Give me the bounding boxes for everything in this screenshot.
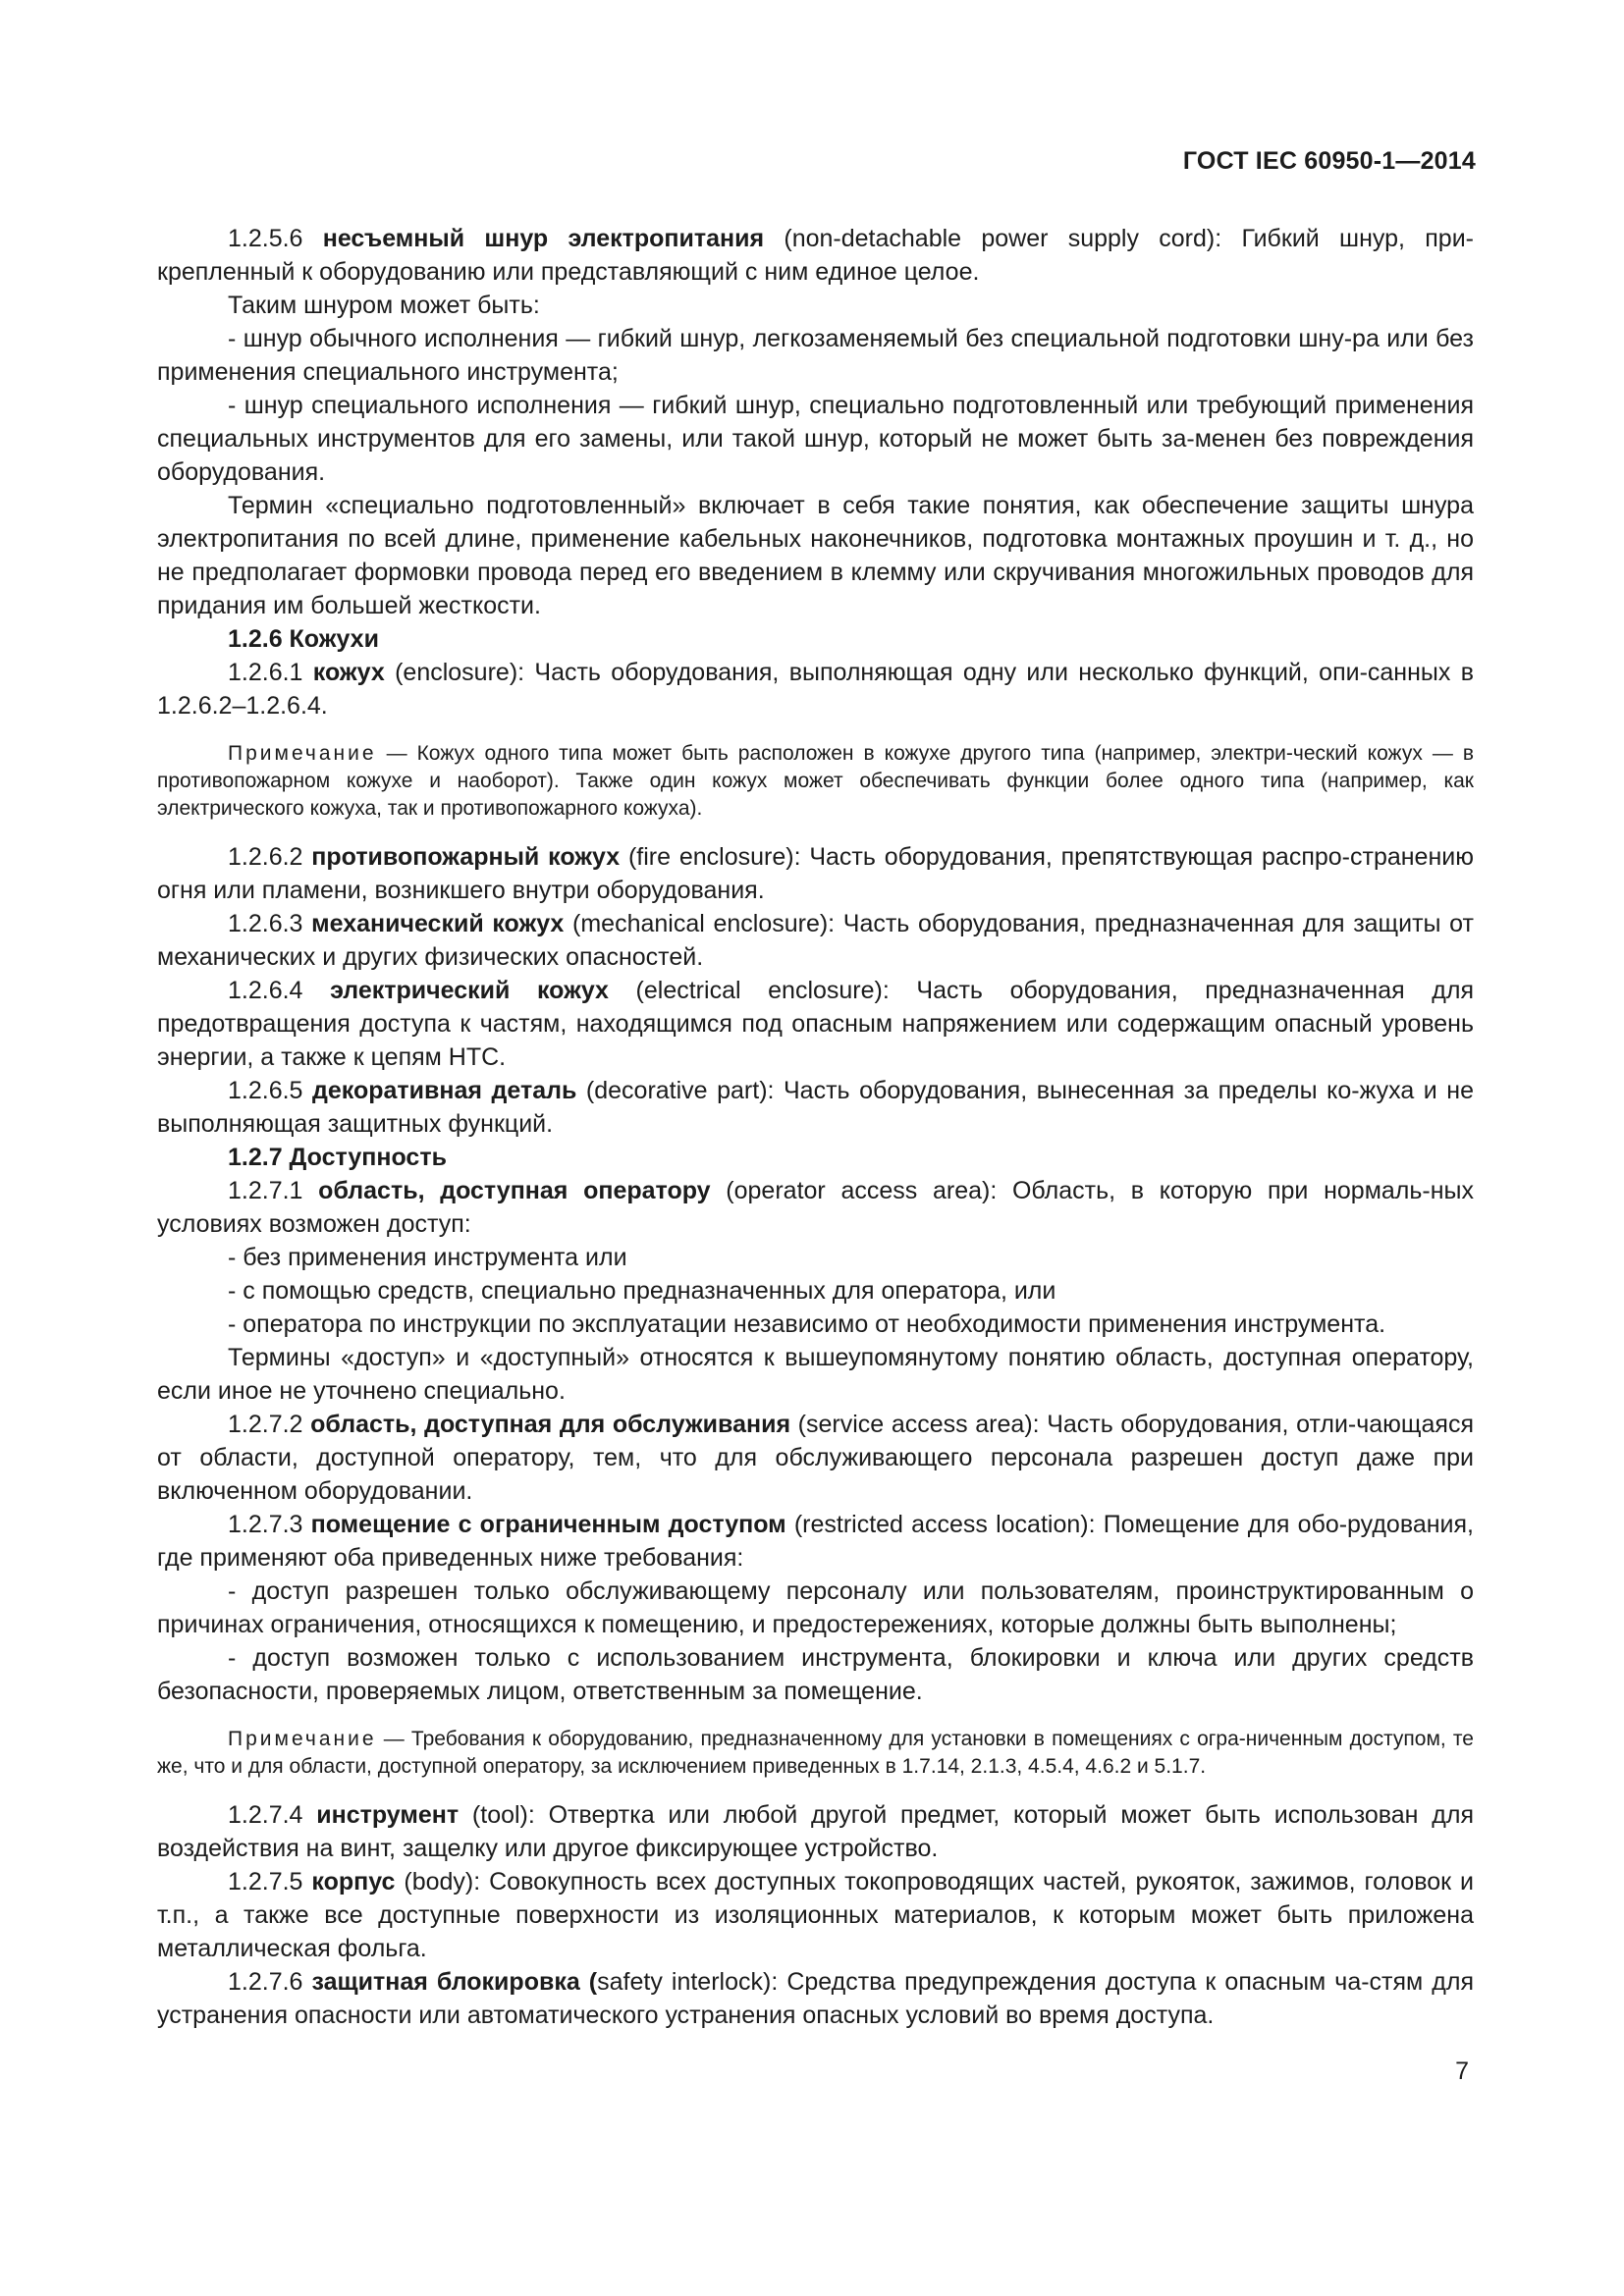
- definition: (restricted access location): Помещение для обо-рудования, где применяют оба приведенных ниже требования:: [157, 1511, 1474, 1572]
- term: декоративная деталь: [312, 1077, 577, 1104]
- page-number: 7: [1455, 2057, 1469, 2085]
- list-item: - с помощью средств, специально предназначенных для оператора, или: [228, 1277, 1056, 1305]
- list-item: - без применения инструмента или: [228, 1244, 627, 1271]
- term: корпус: [311, 1868, 396, 1896]
- paragraph: Термин «специально подготовленный» включает в себя такие понятия, как обеспечение защиты шнура электропитания по всей длине, применение кабельных наконечников, подготовка монтажных проушин и т. д., но не предполагает формовки провода перед его введением в клемму или скручивания многожильных проводов для придания им большей жесткости.: [157, 492, 1474, 619]
- term: кожух: [312, 659, 385, 686]
- definition: (body): Совокупность всех доступных токопроводящих частей, рукояток, зажимов, головок и т.п., а также все доступные поверхности из изоляционных материалов, к которым может быть приложена металлическая фольга.: [157, 1868, 1474, 1962]
- term: механический кожух: [311, 910, 565, 937]
- term: область, доступная оператору: [318, 1177, 711, 1204]
- list-item: - доступ разрешен только обслуживающему персоналу или пользователям, проинструктированным о причинах ограничения, относящихся к помещению, и предостережениях, которые должны быть выполнены;: [157, 1577, 1474, 1638]
- clause-number: 1.2.7.6: [228, 1968, 303, 1996]
- definition: (non-detachable power supply cord): Гибкий шнур, при-крепленный к оборудованию или представляющий с ним единое целое.: [157, 225, 1474, 286]
- clause-number: 1.2.7.4: [228, 1801, 303, 1829]
- definition: (mechanical enclosure): Часть оборудования, предназначенная для защиты от механических и других физических опасностей.: [157, 910, 1474, 971]
- clause-number: 1.2.6.3: [228, 910, 303, 937]
- definition: (enclosure): Часть оборудования, выполняющая одну или несколько функций, опи-санных в 1.2.6.2–1.2.6.4.: [157, 659, 1475, 720]
- clause-1-2-7-5: [157, 1865, 1474, 1965]
- note-label: Примечание: [228, 742, 377, 765]
- paragraph: Термины «доступ» и «доступный» относятся к вышеупомянутому понятию область, доступная оператору, если иное не уточнено специально.: [157, 1344, 1474, 1405]
- list-item: - доступ возможен только с использованием инструмента, блокировки и ключа или других средств безопасности, проверяемых лицом, ответственным за помещение.: [157, 1644, 1474, 1705]
- term: защитная блокировка (: [311, 1968, 598, 1996]
- note-1: [157, 740, 1474, 823]
- note-label: Примечание: [228, 1728, 377, 1750]
- clause-number: 1.2.5.6: [228, 225, 303, 252]
- clause-number: 1.2.6.5: [228, 1077, 303, 1104]
- term: инструмент: [316, 1801, 460, 1829]
- clause-number: 1.2.6.2: [228, 843, 303, 871]
- term: электрический кожух: [330, 977, 609, 1004]
- clause-number: 1.2.6.4: [228, 977, 303, 1004]
- clause-1-2-7-4: [157, 1798, 1474, 1865]
- clause-1-2-7-2: [157, 1408, 1474, 1508]
- clause-number: 1.2.7.2: [228, 1411, 303, 1438]
- clause-number: 1.2.7.1: [228, 1177, 303, 1204]
- term: помещение с ограниченным доступом: [310, 1511, 786, 1538]
- definition: (tool): Отвертка или любой другой предмет, который может быть использован для воздействия на винт, защелку или другое фиксирующее устройство.: [157, 1801, 1474, 1862]
- note-text: — Требования к оборудованию, предназначенному для установки в помещениях с огра-ниченным доступом, те же, что и для области, доступной оператору, за исключением приведенных в 1.7.14, 2.1.3, 4.5.4, 4.6.2 и 5.1.7.: [157, 1728, 1474, 1778]
- clause-1-2-5-6: [157, 222, 1474, 289]
- clause-1-2-6-3: [157, 907, 1474, 974]
- list-item: - шнур специального исполнения — гибкий шнур, специально подготовленный или требующий применения специальных инструментов для его замены, или такой шнур, который не может быть за-менен без повреждения оборудования.: [157, 392, 1474, 486]
- term: область, доступная для обслуживания: [310, 1411, 791, 1438]
- list-item: - оператора по инструкции по эксплуатации независимо от необходимости применения инструмента.: [228, 1310, 1386, 1338]
- list-item: - шнур обычного исполнения — гибкий шнур, легкозаменяемый без специальной подготовки шну-ра или без применения специального инструмента;: [157, 325, 1474, 386]
- note-2: [157, 1726, 1474, 1781]
- clause-1-2-6-1: [157, 656, 1474, 722]
- clause-1-2-6-5: [157, 1074, 1474, 1141]
- clause-1-2-7-3: [157, 1508, 1474, 1575]
- clause-number: 1.2.7.5: [228, 1868, 303, 1896]
- definition: (operator access area): Область, в которую при нормаль-ных условиях возможен доступ:: [157, 1177, 1474, 1238]
- clause-1-2-6-2: [157, 840, 1474, 907]
- section-heading-1-2-6: 1.2.6 Кожухи: [228, 625, 379, 653]
- document-body: [157, 222, 1474, 2032]
- definition: (electrical enclosure): Часть оборудования, предназначенная для предотвращения доступа к частям, находящимся под опасным напряжением или содержащим опасный уровень энергии, а также к цепям НТС.: [157, 977, 1475, 1071]
- document-id-header: ГОСТ IEC 60950-1—2014: [1182, 147, 1476, 175]
- section-heading-1-2-7: 1.2.7 Доступность: [228, 1144, 447, 1171]
- clause-1-2-7-6: [157, 1965, 1474, 2032]
- paragraph: Таким шнуром может быть:: [228, 292, 540, 319]
- definition: (decorative part): Часть оборудования, вынесенная за пределы ко-жуха и не выполняющая защитных функций.: [157, 1077, 1474, 1138]
- definition: (service access area): Часть оборудования, отли-чающаяся от области, доступной оператору, тем, что для обслуживающего персонала разрешен доступ даже при включенном оборудовании.: [157, 1411, 1474, 1505]
- clause-1-2-6-4: [157, 974, 1474, 1074]
- term: несъемный шнур электропитания: [322, 225, 765, 252]
- term: противопожарный кожух: [311, 843, 621, 871]
- clause-number: 1.2.7.3: [228, 1511, 303, 1538]
- clause-number: 1.2.6.1: [228, 659, 303, 686]
- clause-1-2-7-1: [157, 1174, 1474, 1241]
- note-text: — Кожух одного типа может быть расположен в кожухе другого типа (например, электри-ческий кожух — в противопожарном кожухе и наоборот). Также один кожух может обеспечивать функции более одного типа (например, как электрического кожуха, так и противопожарного кожуха).: [157, 742, 1474, 820]
- definition: safety interlock): Средства предупреждения доступа к опасным ча-стям для устранения опасности или автоматического устранения опасных условий во время доступа.: [157, 1968, 1474, 2029]
- definition: (fire enclosure): Часть оборудования, препятствующая распро-странению огня или пламени, возникшего внутри оборудования.: [157, 843, 1474, 904]
